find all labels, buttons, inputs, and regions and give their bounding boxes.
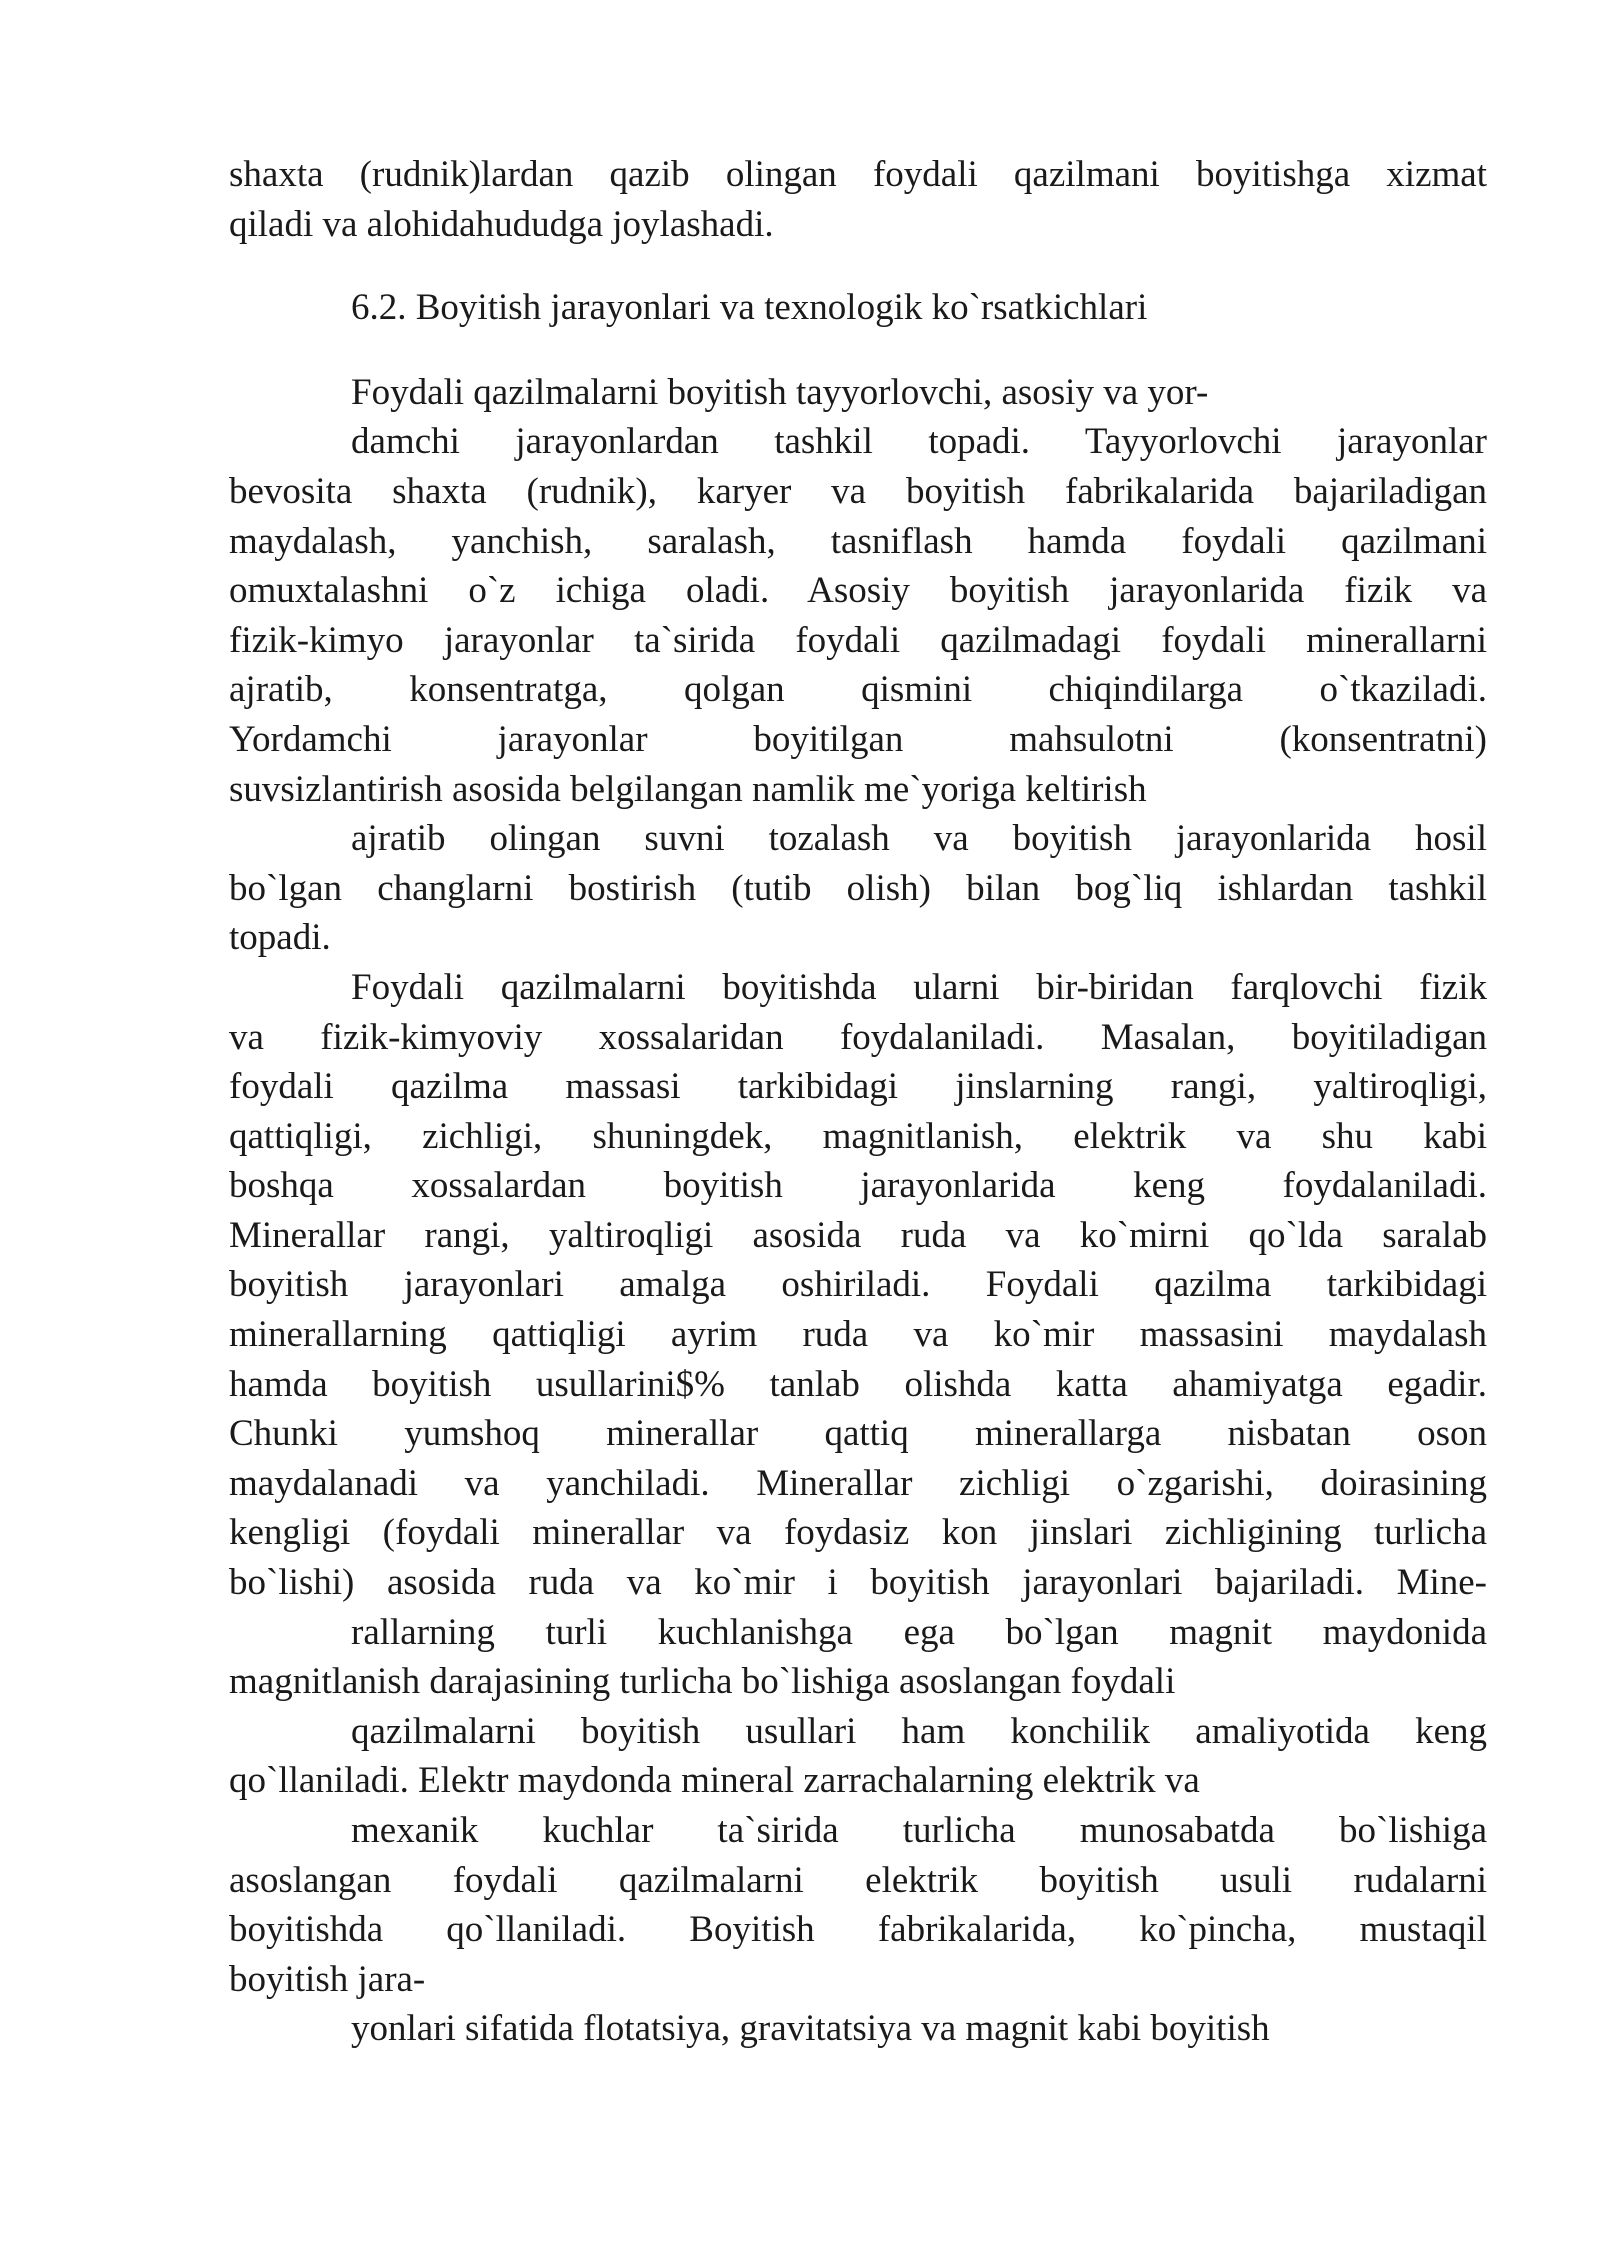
text-line: yonlari sifatida flotatsiya, gravitatsiya va magnit kabi boyitish (351, 2008, 1270, 2050)
text-line: boyitish jara- (229, 1958, 426, 2000)
text-line: bo`lishi) asosida ruda va ko`mir i boyitish jarayonlari bajariladi. Mine- (229, 1562, 1487, 1604)
text-line: qattiqligi, zichligi, shuningdek, magnitlanish, elektrik va shu kabi (229, 1115, 1487, 1157)
text-line: Foydali qazilmalarni boyitish tayyorlovchi, asosiy va yor- (351, 371, 1209, 413)
text-line: magnitlanish darajasining turlicha bo`lishiga asoslangan foydali (229, 1661, 1176, 1703)
text-line: kengligi (foydali minerallar va foydasiz kon jinslari zichligining turlicha (229, 1512, 1487, 1554)
text-line: ajratib olingan suvni tozalash va boyitish jarayonlarida hosil (351, 818, 1487, 860)
spacer (229, 333, 1487, 368)
text-line: shaxta (rudnik)lardan qazib olingan foydali qazilmani boyitishga xizmat (229, 154, 1487, 195)
text-line: fizik-kimyo jarayonlar ta`sirida foydali qazilmadagi foydali minerallarni (229, 619, 1487, 661)
text-line: ajratib, konsentratga, qolgan qismini chiqindilarga o`tkaziladi. (229, 669, 1487, 711)
text-line: bevosita shaxta (rudnik), karyer va boyitish fabrikalarida bajariladigan (229, 470, 1487, 512)
text-line: boyitishda qo`llaniladi. Boyitish fabrikalarida, ko`pincha, mustaqil (229, 1909, 1487, 1951)
body-text (229, 368, 1487, 2054)
text-line: minerallarning qattiqligi ayrim ruda va ko`mir massasini maydalash (229, 1314, 1487, 1356)
text-line: omuxtalashni o`z ichiga oladi. Asosiy boyitish jarayonlarida fizik va (229, 570, 1487, 612)
text-line: Foydali qazilmalarni boyitishda ularni bir-biridan farqlovchi fizik (351, 966, 1487, 1008)
text-line: rallarning turli kuchlanishga ega bo`lgan magnit maydonida (351, 1611, 1487, 1653)
text-line: Minerallar rangi, yaltiroqligi asosida ruda va ko`mirni qo`lda saralab (229, 1214, 1487, 1256)
text-line: damchi jarayonlardan tashkil topadi. Tayyorlovchi jarayonlar (351, 421, 1487, 463)
section-heading: 6.2. Boyitish jarayonlari va texnologik ko`rsatkichlari (351, 287, 1148, 329)
text-line: va fizik-kimyoviy xossalaridan foydalaniladi. Masalan, boyitiladigan (229, 1016, 1487, 1058)
text-line: qo`llaniladi. Elektr maydonda mineral zarrachalarning elektrik va (229, 1760, 1200, 1802)
text-line: qazilmalarni boyitish usullari ham konchilik amaliyotida keng (351, 1710, 1487, 1752)
text-line: Yordamchi jarayonlar boyitilgan mahsulotni (konsentratni) (229, 718, 1487, 760)
text-line: maydalanadi va yanchiladi. Minerallar zichligi o`zgarishi, doirasining (229, 1462, 1487, 1504)
text-column (229, 150, 1487, 2054)
text-line: mexanik kuchlar ta`sirida turlicha munosabatda bo`lishiga (351, 1810, 1487, 1851)
text-line: hamda boyitish usullarini$% tanlab olishda katta ahamiyatga egadir. (229, 1363, 1487, 1405)
text-line: asoslangan foydali qazilmalarni elektrik boyitish usuli rudalarni (229, 1859, 1487, 1901)
intro-paragraph (229, 150, 1487, 249)
text-line: topadi. (229, 917, 331, 959)
text-line: boyitish jarayonlari amalga oshiriladi. Foydali qazilma tarkibidagi (229, 1264, 1487, 1306)
text-line: bo`lgan changlarni bostirish (tutib olish) bilan bog`liq ishlardan tashkil (229, 867, 1487, 909)
text-line: foydali qazilma massasi tarkibidagi jinslarning rangi, yaltiroqligi, (229, 1066, 1487, 1108)
text-line: boshqa xossalardan boyitish jarayonlarida keng foydalaniladi. (229, 1165, 1487, 1207)
text-line: suvsizlantirish asosida belgilangan namlik me`yoriga keltirish (229, 768, 1147, 810)
text-line: qiladi va alohidahududga joylashadi. (229, 203, 774, 245)
spacer (229, 249, 1487, 283)
text-line: Chunki yumshoq minerallar qattiq minerallarga nisbatan oson (229, 1413, 1487, 1455)
text-line: maydalash, yanchish, saralash, tasniflash hamda foydali qazilmani (229, 520, 1487, 562)
